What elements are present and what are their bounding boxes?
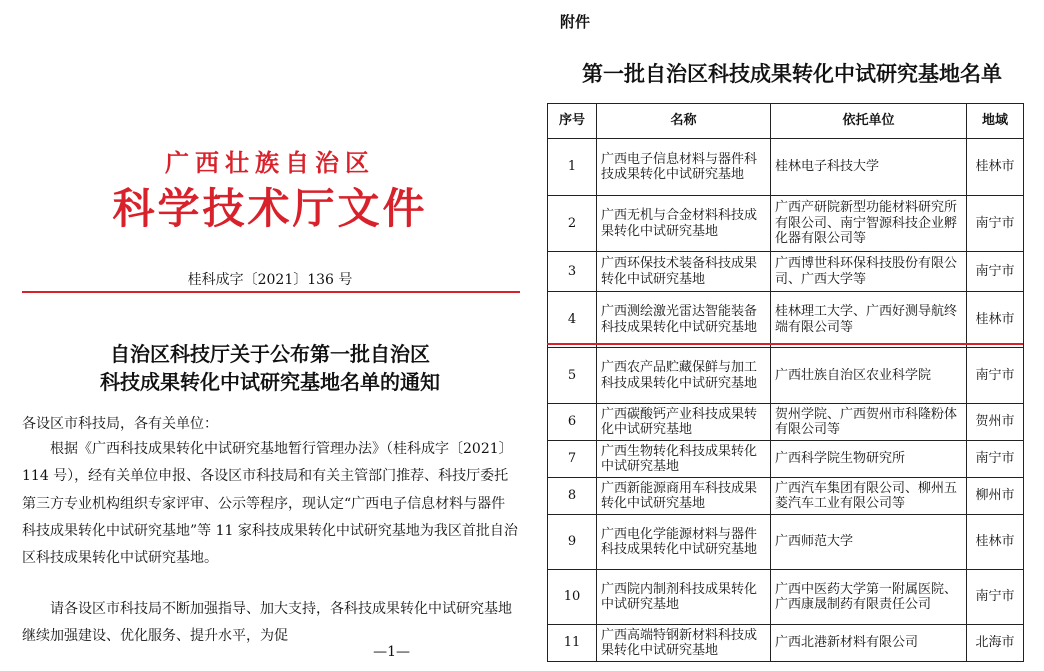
notice-title-line-2: 科技成果转化中试研究基地名单的通知 [100, 370, 440, 394]
row-no: 5 [548, 348, 597, 404]
body-paragraph-1: 根据《广西科技成果转化中试研究基地暂行管理办法》（桂科成字〔2021〕114 号），经有关单位申报、各设区市科技局和有关主管部门推荐、科技厅委托第三方专业机构组织专家评审、公示等程序，现认定“广西电子信息材料与器件科技成果转化中试研究基地”等 11 家科技成果转化中试研究基地为我区首批自治区科技成果转化中试研究基地。 [22, 441, 518, 567]
greeting: 各设区市科技局，各有关单位： [22, 416, 218, 432]
table-row [548, 252, 1024, 292]
row-no: 2 [548, 196, 597, 252]
row-name: 广西电化学能源材料与器件科技成果转化中试研究基地 [597, 515, 771, 570]
row-unit: 贺州学院、广西贺州市科隆粉体有限公司等 [771, 404, 967, 441]
row-no: 6 [548, 404, 597, 441]
row-unit: 广西壮族自治区农业科学院 [771, 348, 967, 404]
table-row [548, 441, 1024, 478]
row-no: 1 [548, 139, 597, 196]
header-unit: 依托单位 [771, 104, 967, 139]
table-row [548, 196, 1024, 252]
row-unit: 广西北港新材料有限公司 [771, 625, 967, 662]
table-row [548, 139, 1024, 196]
row-region: 柳州市 [967, 478, 1024, 515]
row-name: 广西测绘激光雷达智能装备科技成果转化中试研究基地 [597, 292, 771, 348]
row-region: 南宁市 [967, 570, 1024, 625]
row-name: 广西生物转化科技成果转化中试研究基地 [597, 441, 771, 478]
row-region: 贺州市 [967, 404, 1024, 441]
row-no: 3 [548, 252, 597, 292]
row-region: 桂林市 [967, 292, 1024, 348]
notice-title-line-1: 自治区科技厅关于公布第一批自治区 [110, 342, 430, 366]
row-unit: 广西中医药大学第一附属医院、广西康晟制药有限责任公司 [771, 570, 967, 625]
row-name: 广西碳酸钙产业科技成果转化中试研究基地 [597, 404, 771, 441]
row-no: 4 [548, 292, 597, 348]
table-header-row [548, 104, 1024, 139]
row-region: 南宁市 [967, 348, 1024, 404]
row-unit: 广西产研院新型功能材料研究所有限公司、南宁智源科技企业孵化器有限公司等 [771, 196, 967, 252]
attachment-label: 附件 [560, 13, 591, 31]
table-row [548, 348, 1024, 404]
header-region: 地域 [967, 104, 1024, 139]
row-name: 广西电子信息材料与器件科技成果转化中试研究基地 [597, 139, 771, 196]
row-no: 7 [548, 441, 597, 478]
row-name: 广西环保技术装备科技成果转化中试研究基地 [597, 252, 771, 292]
list-title: 第一批自治区科技成果转化中试研究基地名单 [582, 61, 1002, 86]
page-number: —1— [373, 644, 410, 660]
row-region: 南宁市 [967, 196, 1024, 252]
row-no: 8 [548, 478, 597, 515]
row-no: 10 [548, 570, 597, 625]
base-list-table [547, 103, 1024, 662]
row-name: 广西新能源商用车科技成果转化中试研究基地 [597, 478, 771, 515]
row-region: 桂林市 [967, 139, 1024, 196]
row-unit: 广西科学院生物研究所 [771, 441, 967, 478]
row-region: 北海市 [967, 625, 1024, 662]
row-name: 广西无机与合金材料科技成果转化中试研究基地 [597, 196, 771, 252]
red-divider [22, 291, 520, 293]
row-no: 9 [548, 515, 597, 570]
table-row [548, 404, 1024, 441]
body-paragraph-2: 请各设区市科技局不断加强指导、加大支持，各科技成果转化中试研究基地继续加强建设、优化服务、提升水平，为促 [22, 601, 512, 645]
table-row [548, 570, 1024, 625]
table-row [548, 625, 1024, 662]
row-no: 11 [548, 625, 597, 662]
issuer-header: 科学技术厅文件 [112, 184, 428, 233]
row-unit: 广西汽车集团有限公司、柳州五菱汽车工业有限公司等 [771, 478, 967, 515]
header-name: 名称 [597, 104, 771, 139]
table-row [548, 292, 1024, 348]
header-no: 序号 [548, 104, 597, 139]
row-unit: 广西博世科环保科技股份有限公司、广西大学等 [771, 252, 967, 292]
row-unit: 广西师范大学 [771, 515, 967, 570]
row-unit: 桂林理工大学、广西好测导航终端有限公司等 [771, 292, 967, 348]
issuer-region: 广西壮族自治区 [165, 148, 375, 177]
red-fold-line [547, 343, 1023, 345]
row-region: 南宁市 [967, 252, 1024, 292]
right-page [540, 0, 1044, 671]
row-region: 桂林市 [967, 515, 1024, 570]
row-name: 广西高端特钢新材料科技成果转化中试研究基地 [597, 625, 771, 662]
table-row [548, 478, 1024, 515]
row-name: 广西农产品贮藏保鲜与加工科技成果转化中试研究基地 [597, 348, 771, 404]
row-name: 广西院内制剂科技成果转化中试研究基地 [597, 570, 771, 625]
table-row [548, 515, 1024, 570]
document-number: 桂科成字〔2021〕136 号 [187, 272, 353, 288]
row-region: 南宁市 [967, 441, 1024, 478]
row-unit: 桂林电子科技大学 [771, 139, 967, 196]
